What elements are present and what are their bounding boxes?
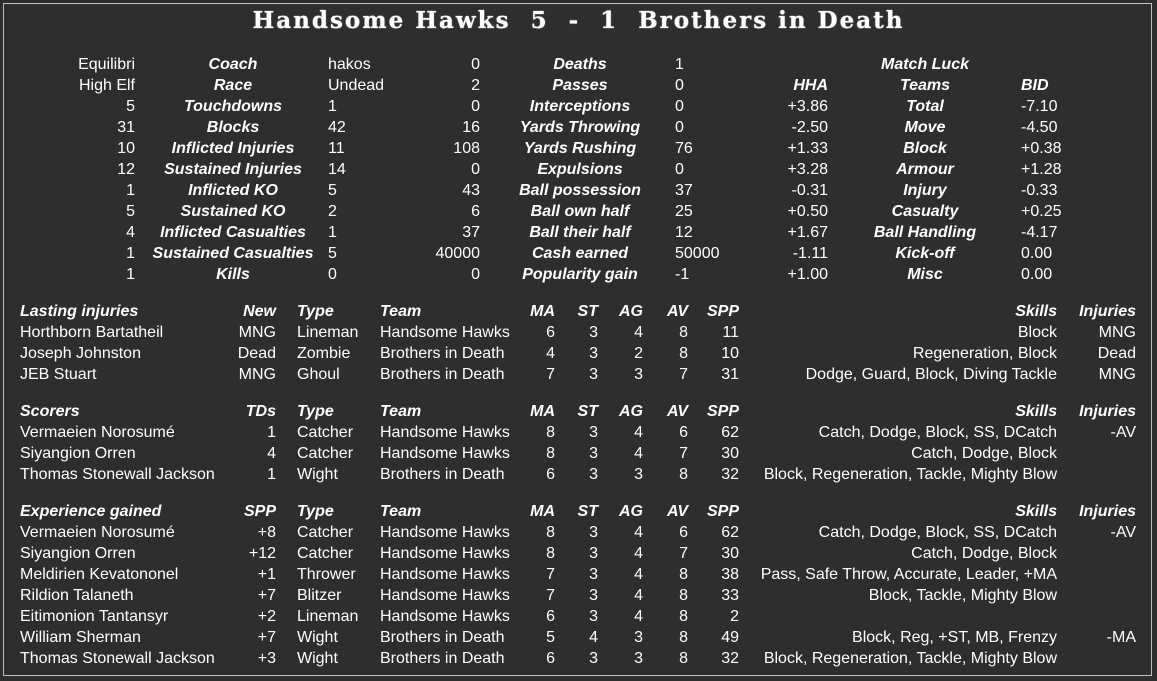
cell-ag: 3 (634, 466, 643, 483)
cell-ma: 8 (546, 424, 555, 441)
stat-label: Cash earned (531, 245, 629, 262)
cell-player-name: Siyangion Orren (20, 445, 136, 462)
stat-label: Kills (216, 266, 250, 283)
stat-home-value: 108 (453, 140, 480, 157)
luck-away-value: 0.00 (1021, 266, 1053, 283)
luck-away-value: -0.33 (1021, 182, 1058, 199)
stat-home-value: 31 (117, 119, 135, 136)
column-header-st: ST (577, 503, 598, 520)
stat-home-value: Equilibri (78, 56, 135, 73)
cell-skills: Catch, Dodge, Block (911, 545, 1057, 562)
stat-home-value: High Elf (78, 77, 135, 94)
cell-st: 3 (589, 524, 598, 541)
stat-label: Sustained KO (180, 203, 286, 220)
cell-player-name: Siyangion Orren (20, 545, 136, 562)
cell-spp: 2 (730, 608, 739, 625)
cell-ag: 3 (634, 366, 643, 383)
cell-st: 3 (589, 445, 598, 462)
column-header-skills: Skills (1015, 303, 1057, 320)
luck-home-value: +3.28 (787, 161, 828, 178)
away-score: 1 (600, 7, 619, 34)
cell-ag: 4 (634, 608, 643, 625)
stat-away-value: 5 (328, 245, 337, 262)
column-header-player-team: Team (380, 403, 422, 420)
home-team-name: Handsome Hawks (252, 7, 511, 34)
stat-away-value: 14 (328, 161, 346, 178)
cell-av: 8 (679, 629, 688, 646)
cell-av: 7 (679, 366, 688, 383)
cell-player-team: Handsome Hawks (380, 424, 510, 441)
stat-home-value: 12 (117, 161, 135, 178)
cell-av: 8 (679, 587, 688, 604)
column-header-st: ST (577, 303, 598, 320)
cell-player-type: Catcher (297, 524, 354, 541)
cell-ma: 5 (546, 629, 555, 646)
luck-home-value: +1.33 (787, 140, 828, 157)
cell-player-name: William Sherman (20, 629, 141, 646)
cell-spp: 31 (721, 366, 739, 383)
luck-header-teams: Teams (899, 77, 951, 94)
stat-label: Coach (208, 56, 258, 73)
cell-player-type: Wight (297, 650, 338, 667)
luck-away-value: -7.10 (1021, 98, 1058, 115)
luck-label: Armour (896, 161, 954, 178)
stat-home-value: 4 (126, 224, 135, 241)
column-header-player-team: Team (380, 303, 422, 320)
luck-header-away: BID (1021, 77, 1049, 94)
cell-extra: +1 (257, 566, 276, 583)
luck-label: Injury (903, 182, 947, 199)
column-header-player-team: Team (380, 503, 422, 520)
cell-player-team: Handsome Hawks (380, 324, 510, 341)
cell-spp: 62 (721, 424, 739, 441)
cell-ma: 6 (546, 466, 555, 483)
cell-player-name: Rildion Talaneth (20, 587, 134, 604)
cell-av: 6 (679, 524, 688, 541)
stat-away-value: 0 (675, 98, 684, 115)
column-header-extra: TDs (245, 403, 276, 420)
cell-ma: 6 (546, 608, 555, 625)
cell-av: 6 (679, 424, 688, 441)
cell-ma: 7 (546, 366, 555, 383)
stat-home-value: 5 (126, 203, 135, 220)
stat-label: Yards Rushing (523, 140, 637, 157)
stat-away-value: 1 (328, 98, 337, 115)
column-header-ag: AG (619, 503, 643, 520)
luck-home-value: +1.67 (787, 224, 828, 241)
luck-label: Ball Handling (873, 224, 977, 241)
cell-extra: 1 (267, 466, 276, 483)
luck-away-value: +0.38 (1021, 140, 1062, 157)
cell-spp: 11 (722, 324, 739, 341)
cell-extra: +3 (257, 650, 276, 667)
stat-away-value: 2 (328, 203, 337, 220)
cell-player-team: Brothers in Death (380, 466, 505, 483)
column-header-injuries: Injuries (1079, 503, 1136, 520)
cell-ag: 4 (634, 324, 643, 341)
stat-away-value: 37 (675, 182, 693, 199)
column-header-player-type: Type (297, 503, 334, 520)
cell-spp: 38 (721, 566, 739, 583)
stat-away-value: 0 (675, 77, 684, 94)
column-header-ag: AG (619, 303, 643, 320)
match-title (0, 7, 1157, 34)
cell-av: 8 (679, 345, 688, 362)
stat-label: Passes (552, 77, 608, 94)
cell-player-type: Wight (297, 466, 338, 483)
column-header-spp: SPP (706, 303, 739, 320)
cell-skills: Catch, Dodge, Block (911, 445, 1057, 462)
cell-player-team: Handsome Hawks (380, 524, 510, 541)
stat-label: Inflicted KO (188, 182, 278, 199)
cell-ag: 4 (634, 424, 643, 441)
cell-st: 3 (589, 566, 598, 583)
cell-st: 3 (589, 324, 598, 341)
cell-spp: 62 (721, 524, 739, 541)
column-header-spp: SPP (706, 403, 739, 420)
cell-skills: Block (1017, 324, 1057, 341)
cell-skills: Block, Reg, +ST, MB, Frenzy (852, 629, 1057, 646)
cell-av: 8 (679, 650, 688, 667)
cell-skills: Dodge, Guard, Block, Diving Tackle (805, 366, 1057, 383)
cell-ag: 4 (634, 587, 643, 604)
cell-spp: 30 (721, 445, 739, 462)
cell-player-name: Thomas Stonewall Jackson (20, 466, 215, 483)
cell-player-name: Thomas Stonewall Jackson (20, 650, 215, 667)
cell-ma: 6 (546, 324, 555, 341)
stat-label: Inflicted Injuries (171, 140, 295, 157)
column-header-extra: SPP (243, 503, 276, 520)
stat-away-value: 25 (675, 203, 693, 220)
column-header-av: AV (666, 503, 688, 520)
cell-extra: 4 (267, 445, 276, 462)
cell-ma: 6 (546, 650, 555, 667)
stat-away-value: 76 (675, 140, 693, 157)
cell-spp: 10 (721, 345, 739, 362)
cell-player-team: Brothers in Death (380, 366, 505, 383)
cell-extra: 1 (267, 424, 276, 441)
luck-label: Casualty (891, 203, 959, 220)
cell-av: 8 (679, 608, 688, 625)
cell-st: 3 (589, 466, 598, 483)
column-header-st: ST (577, 403, 598, 420)
cell-player-name: Vermaeien Norosumé (20, 424, 175, 441)
luck-label: Block (903, 140, 947, 157)
stat-away-value: -1 (675, 266, 690, 283)
stat-home-value: 0 (471, 161, 480, 178)
cell-st: 4 (589, 629, 598, 646)
cell-ag: 4 (634, 524, 643, 541)
column-header-skills: Skills (1015, 503, 1057, 520)
stat-home-value: 2 (471, 77, 480, 94)
luck-away-value: 0.00 (1021, 245, 1053, 262)
cell-player-type: Ghoul (297, 366, 340, 383)
stat-away-value: 50000 (675, 245, 720, 262)
column-header-injuries: Injuries (1079, 403, 1136, 420)
cell-ma: 7 (546, 566, 555, 583)
luck-home-value: +0.50 (787, 203, 828, 220)
stat-home-value: 10 (117, 140, 135, 157)
luck-home-value: -1.11 (792, 245, 828, 262)
cell-skills: Catch, Dodge, Block, SS, DCatch (818, 424, 1057, 441)
stat-away-value: 12 (675, 224, 693, 241)
cell-player-name: Eitimonion Tantansyr (20, 608, 169, 625)
stat-away-value: 5 (328, 182, 337, 199)
cell-player-name: JEB Stuart (20, 366, 97, 383)
luck-label: Misc (907, 266, 943, 283)
cell-ag: 2 (634, 345, 643, 362)
luck-title: Match Luck (880, 56, 969, 73)
stat-home-value: 16 (462, 119, 480, 136)
stat-label: Race (213, 77, 253, 94)
column-header-player-type: Type (297, 303, 334, 320)
cell-ag: 3 (634, 650, 643, 667)
cell-ma: 8 (546, 545, 555, 562)
cell-player-team: Handsome Hawks (380, 587, 510, 604)
stat-away-value: 11 (328, 140, 345, 157)
cell-injuries: MNG (1098, 324, 1136, 341)
stat-label: Ball possession (519, 182, 641, 199)
cell-injuries: -AV (1110, 524, 1136, 541)
luck-away-value: +0.25 (1021, 203, 1062, 220)
stat-away-value: 0 (328, 266, 337, 283)
cell-player-type: Wight (297, 629, 338, 646)
cell-player-team: Handsome Hawks (380, 608, 510, 625)
cell-injuries: Dead (1097, 345, 1136, 362)
away-team-name: Brothers in Death (638, 7, 905, 34)
stat-home-value: 1 (126, 245, 135, 262)
luck-home-value: +1.00 (787, 266, 828, 283)
stat-label: Expulsions (537, 161, 623, 178)
cell-av: 7 (679, 545, 688, 562)
cell-skills: Block, Regeneration, Tackle, Mighty Blow (763, 466, 1057, 483)
cell-av: 7 (679, 445, 688, 462)
score-dash: - (568, 7, 581, 34)
stat-away-value: 0 (675, 119, 684, 136)
stat-home-value: 1 (126, 182, 135, 199)
cell-av: 8 (679, 566, 688, 583)
cell-st: 3 (589, 587, 598, 604)
stat-home-value: 40000 (435, 245, 480, 262)
cell-player-type: Catcher (297, 545, 354, 562)
stat-home-value: 0 (471, 266, 480, 283)
cell-player-type: Lineman (297, 608, 359, 625)
stat-label: Yards Throwing (519, 119, 641, 136)
column-header-player-name: Experience gained (20, 503, 162, 520)
cell-st: 3 (589, 345, 598, 362)
cell-player-type: Lineman (297, 324, 359, 341)
luck-home-value: +3.86 (787, 98, 828, 115)
column-header-ag: AG (619, 403, 643, 420)
cell-ma: 8 (546, 445, 555, 462)
luck-header-home: HHA (793, 77, 828, 94)
cell-skills: Block, Regeneration, Tackle, Mighty Blow (763, 650, 1057, 667)
stat-home-value: 0 (471, 98, 480, 115)
cell-injuries: -MA (1106, 629, 1136, 646)
cell-player-name: Vermaeien Norosumé (20, 524, 175, 541)
column-header-skills: Skills (1015, 403, 1057, 420)
column-header-ma: MA (530, 403, 555, 420)
luck-away-value: -4.50 (1021, 119, 1058, 136)
cell-ma: 4 (546, 345, 555, 362)
stat-away-value: hakos (328, 56, 371, 73)
cell-st: 3 (589, 650, 598, 667)
cell-extra: +12 (248, 545, 276, 562)
luck-home-value: -2.50 (791, 119, 828, 136)
luck-label: Kick-off (895, 245, 955, 262)
stat-away-value: 1 (328, 224, 337, 241)
cell-player-type: Blitzer (297, 587, 342, 604)
stat-label: Sustained Injuries (164, 161, 302, 178)
cell-skills: Regeneration, Block (912, 345, 1057, 362)
column-header-av: AV (666, 403, 688, 420)
stat-label: Ball own half (530, 203, 630, 220)
cell-extra: +2 (257, 608, 276, 625)
stat-label: Popularity gain (522, 266, 638, 283)
stat-home-value: 1 (126, 266, 135, 283)
stat-home-value: 0 (471, 56, 480, 73)
cell-extra: +7 (257, 629, 276, 646)
cell-player-team: Brothers in Death (380, 345, 505, 362)
stat-away-value: 42 (328, 119, 346, 136)
cell-player-team: Handsome Hawks (380, 445, 510, 462)
cell-ag: 4 (634, 545, 643, 562)
cell-spp: 32 (721, 650, 739, 667)
cell-injuries: MNG (1098, 366, 1136, 383)
cell-player-type: Catcher (297, 424, 354, 441)
stat-home-value: 6 (471, 203, 480, 220)
cell-spp: 33 (721, 587, 739, 604)
cell-player-type: Zombie (297, 345, 351, 362)
stat-home-value: 5 (126, 98, 135, 115)
luck-label: Total (906, 98, 944, 115)
cell-st: 3 (589, 608, 598, 625)
cell-player-name: Meldirien Kevatononel (20, 566, 179, 583)
cell-skills: Catch, Dodge, Block, SS, DCatch (818, 524, 1057, 541)
cell-extra: MNG (238, 366, 276, 383)
cell-spp: 32 (721, 466, 739, 483)
column-header-player-name: Scorers (20, 403, 80, 420)
column-header-player-name: Lasting injuries (20, 303, 139, 320)
cell-player-team: Brothers in Death (380, 650, 505, 667)
cell-av: 8 (679, 324, 688, 341)
column-header-player-type: Type (297, 403, 334, 420)
cell-skills: Pass, Safe Throw, Accurate, Leader, +MA (760, 566, 1057, 583)
column-header-ma: MA (530, 503, 555, 520)
column-header-spp: SPP (706, 503, 739, 520)
stat-label: Interceptions (529, 98, 631, 115)
cell-spp: 49 (721, 629, 739, 646)
column-header-av: AV (666, 303, 688, 320)
cell-ag: 4 (634, 445, 643, 462)
cell-ag: 3 (634, 629, 643, 646)
cell-extra: MNG (238, 324, 276, 341)
cell-injuries: -AV (1110, 424, 1136, 441)
stat-away-value: Undead (328, 77, 385, 94)
luck-away-value: -4.17 (1021, 224, 1058, 241)
cell-st: 3 (589, 424, 598, 441)
stat-label: Sustained Casualties (152, 245, 314, 262)
stat-label: Touchdowns (183, 98, 283, 115)
luck-label: Move (904, 119, 946, 136)
cell-player-team: Brothers in Death (380, 629, 505, 646)
cell-st: 3 (589, 545, 598, 562)
cell-ma: 7 (546, 587, 555, 604)
stat-label: Blocks (206, 119, 260, 136)
cell-extra: Dead (237, 345, 276, 362)
home-score: 5 (530, 7, 549, 34)
stat-home-value: 37 (462, 224, 480, 241)
cell-extra: +7 (257, 587, 276, 604)
stat-label: Deaths (553, 56, 607, 73)
column-header-injuries: Injuries (1079, 303, 1136, 320)
cell-player-type: Thrower (297, 566, 356, 583)
cell-ma: 8 (546, 524, 555, 541)
column-header-extra: New (243, 303, 276, 320)
luck-home-value: -0.31 (791, 182, 828, 199)
cell-player-name: Joseph Johnston (20, 345, 141, 362)
cell-st: 3 (589, 366, 598, 383)
cell-player-type: Catcher (297, 445, 354, 462)
cell-player-team: Handsome Hawks (380, 545, 510, 562)
stat-away-value: 1 (675, 56, 684, 73)
cell-player-name: Horthborn Bartatheil (20, 324, 164, 341)
cell-av: 8 (679, 466, 688, 483)
stat-label: Inflicted Casualties (160, 224, 306, 241)
cell-extra: +8 (257, 524, 276, 541)
cell-ag: 4 (634, 566, 643, 583)
luck-away-value: +1.28 (1021, 161, 1062, 178)
stat-label: Ball their half (529, 224, 631, 241)
stat-away-value: 0 (675, 161, 684, 178)
stat-home-value: 43 (462, 182, 480, 199)
column-header-ma: MA (530, 303, 555, 320)
cell-spp: 30 (721, 545, 739, 562)
cell-player-team: Handsome Hawks (380, 566, 510, 583)
cell-skills: Block, Tackle, Mighty Blow (868, 587, 1057, 604)
